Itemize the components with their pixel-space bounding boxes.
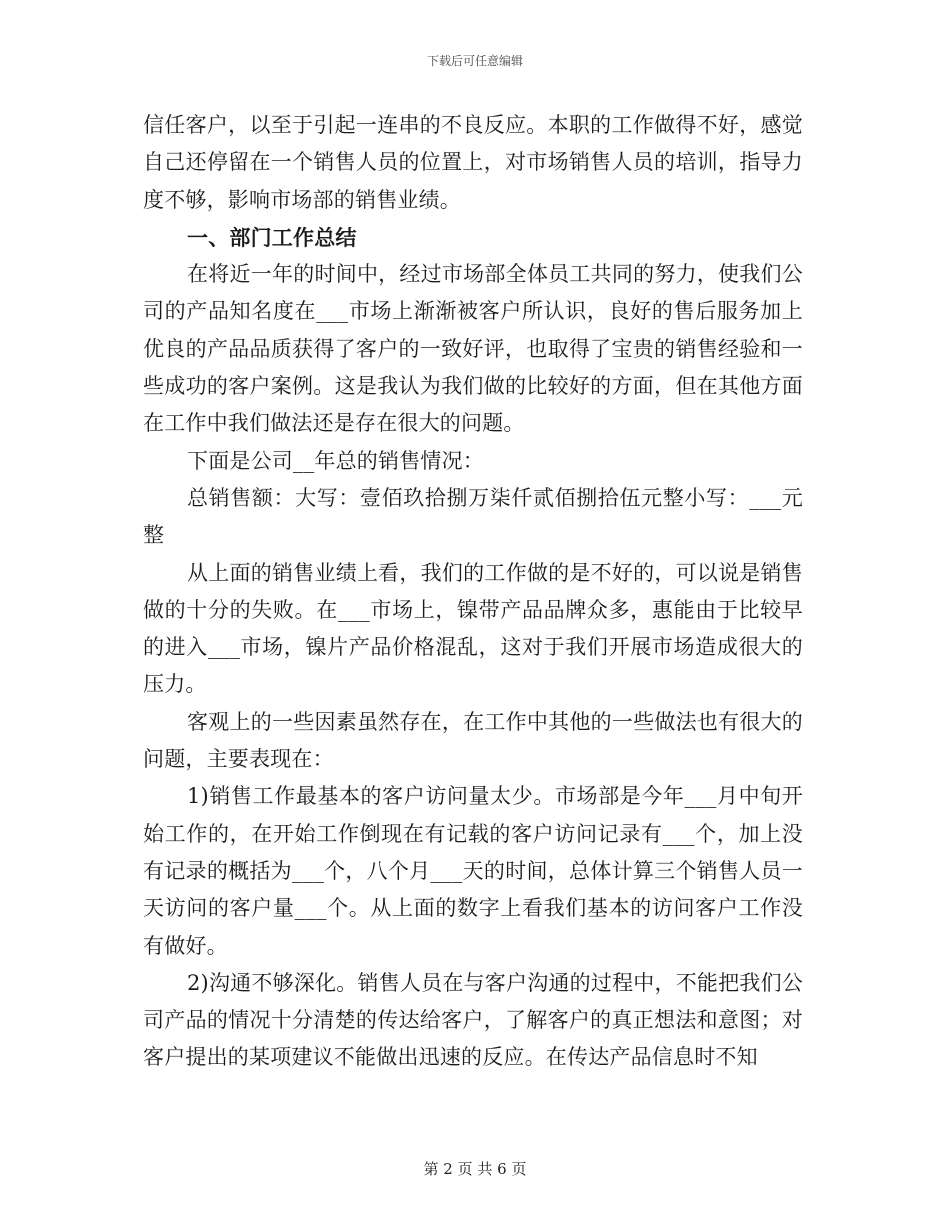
section-heading: 一、部门工作总结 (187, 224, 357, 250)
paragraph-item-2: 2)沟通不够深化。销售人员在与客户沟通的过程中，不能把我们公司产品的情况十分清楚的传达给客户，了解客户的真正想法和意图；对客户提出的某项建议不能做出迅速的反应。在传达产品信息时不知 (143, 970, 803, 1070)
paragraph-analysis: 从上面的销售业绩上看，我们的工作做的是不好的，可以说是销售做的十分的失败。在___市场上，镍带产品品牌众多，惠能由于比较早的进入___市场，镍片产品价格混乱，这对于我们开展市场造成很大的压力。 (143, 560, 803, 697)
document-body (143, 107, 803, 1077)
paragraph-summary: 在将近一年的时间中，经过市场部全体员工共同的努力，使我们公司的产品知名度在___市场上渐渐被客户所认识，良好的售后服务加上优良的产品品质获得了客户的一致好评，也取得了宝贵的销售经验和一些成功的客户案例。这是我认为我们做的比较好的方面，但在其他方面在工作中我们做法还是存在很大的问题。 (143, 262, 803, 436)
paragraph-continuation: 信任客户，以至于引起一连串的不良反应。本职的工作做得不好，感觉自己还停留在一个销售人员的位置上，对市场销售人员的培训，指导力度不够，影响市场部的销售业绩。 (143, 113, 803, 212)
paragraph-item-1: 1)销售工作最基本的客户访问量太少。市场部是今年___月中旬开始工作的，在开始工作倒现在有记载的客户访问记录有___个，加上没有记录的概括为___个，八个月___天的时间，总体计算三个销售人员一天访问的客户量___个。从上面的数字上看我们基本的访问客户工作没有做好。 (143, 784, 803, 958)
paragraph-sales-total: 总销售额：大写：壹佰玖拾捌万柒仟贰佰捌拾伍元整小写：___元整 (143, 485, 803, 548)
paragraph-problems-intro: 客观上的一些因素虽然存在，在工作中其他的一些做法也有很大的问题，主要表现在： (143, 709, 803, 772)
page-number: 第 2 页 共 6 页 (423, 1160, 527, 1178)
page-header: 下载后可任意编辑 (426, 54, 523, 68)
paragraph-sales-intro: 下面是公司__年总的销售情况： (187, 448, 484, 473)
